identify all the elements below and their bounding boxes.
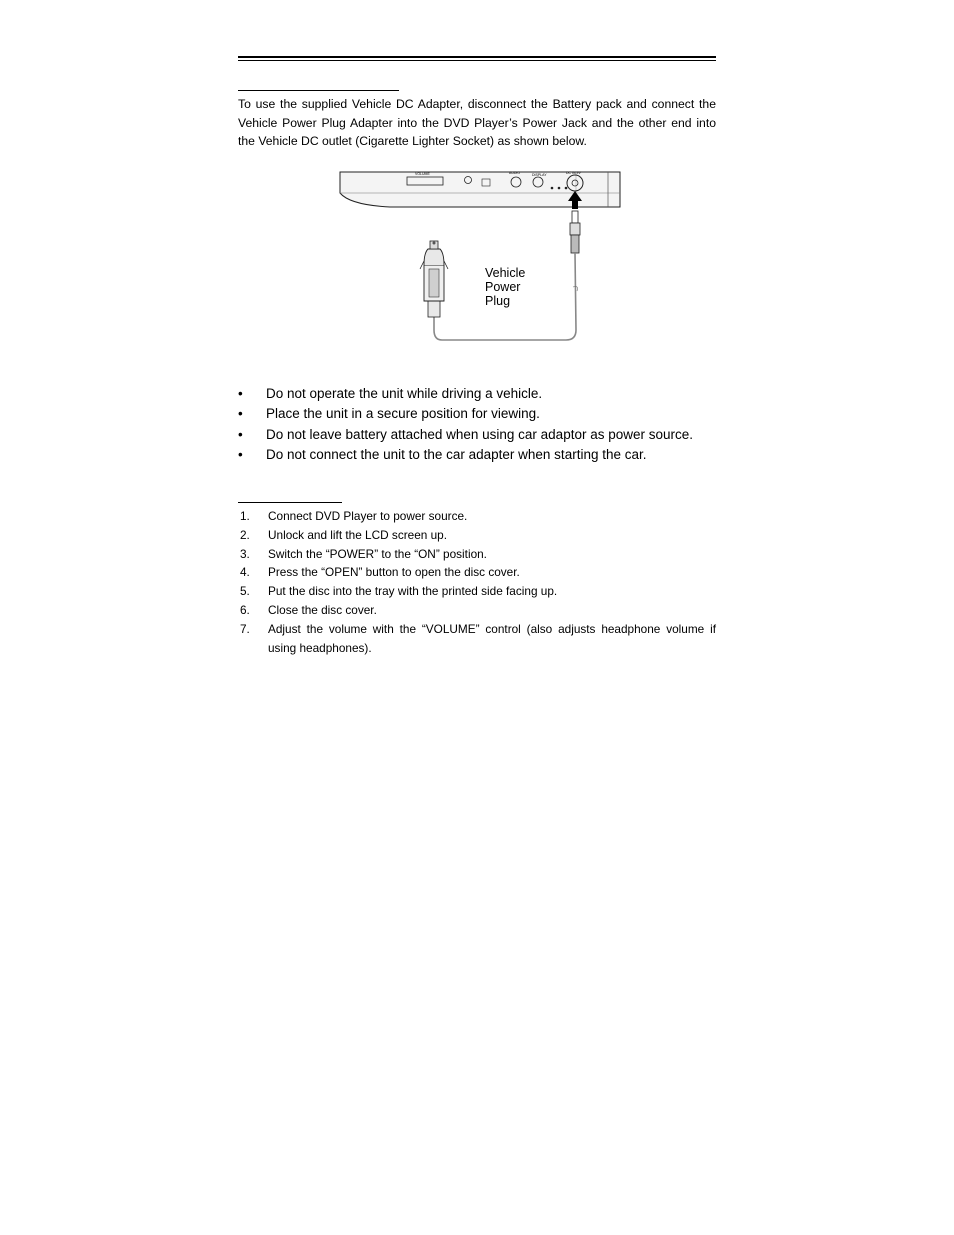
label-line: Power bbox=[485, 280, 521, 294]
step-text: Press the “OPEN” button to open the disc cover. bbox=[268, 565, 520, 580]
header-rule-thick bbox=[238, 56, 716, 58]
step-text: Adjust the volume with the “VOLUME” control (also adjusts headphone volume if using headphones). bbox=[268, 621, 716, 655]
step-number: 7. bbox=[240, 621, 250, 636]
step-text: Switch the “POWER” to the “ON” position. bbox=[268, 546, 487, 561]
list-item bbox=[238, 526, 716, 545]
label-line: Plug bbox=[485, 294, 511, 308]
list-item bbox=[238, 404, 738, 424]
list-item bbox=[238, 620, 716, 658]
panel-label-volume: VOLUME bbox=[415, 172, 430, 176]
label-line: Vehicle bbox=[485, 266, 526, 280]
step-number: 1. bbox=[240, 509, 250, 523]
vehicle-adapter-diagram bbox=[330, 165, 630, 345]
panel-label-display: DISPLAY bbox=[532, 173, 547, 177]
step-number: 2. bbox=[240, 527, 250, 542]
step-number: 3. bbox=[240, 546, 250, 561]
list-item bbox=[238, 445, 738, 465]
step-text: Connect DVD Player to power source. bbox=[268, 509, 468, 523]
bullet: • bbox=[238, 446, 243, 462]
section-heading-underline bbox=[238, 502, 342, 503]
list-item bbox=[238, 384, 738, 404]
header-rule-thin bbox=[238, 60, 716, 61]
warning-text: Do not operate the unit while driving a vehicle. bbox=[266, 386, 543, 401]
list-item bbox=[238, 582, 716, 601]
list-item bbox=[238, 563, 716, 582]
panel-label-dc-in: DC IN 9V bbox=[566, 171, 581, 175]
warning-text: Do not leave battery attached when using car adaptor as power source. bbox=[266, 426, 694, 442]
intro-paragraph: To use the supplied Vehicle DC Adapter, disconnect the Battery pack and connect the Vehicle Power Plug Adapter into the DVD Player’s Power Jack and the other end into the Vehicle DC outlet (Cigarette Lighter Socket) as shown below. bbox=[238, 97, 716, 149]
warning-text: Do not connect the unit to the car adapter when starting the car. bbox=[266, 446, 647, 462]
list-item bbox=[238, 425, 738, 445]
step-text: Unlock and lift the LCD screen up. bbox=[268, 527, 448, 542]
warnings-list bbox=[238, 384, 738, 465]
step-number: 5. bbox=[240, 584, 250, 599]
section-heading-underline bbox=[238, 90, 399, 91]
panel-label-audio: AUDIO bbox=[509, 171, 521, 175]
steps-list bbox=[238, 507, 716, 657]
list-item bbox=[238, 545, 716, 564]
step-text: Put the disc into the tray with the printed side facing up. bbox=[268, 584, 558, 599]
bullet: • bbox=[238, 406, 243, 422]
step-number: 6. bbox=[240, 602, 250, 617]
vehicle-power-plug-label bbox=[485, 266, 525, 308]
list-item bbox=[238, 601, 716, 620]
warning-text: Place the unit in a secure position for viewing. bbox=[266, 406, 540, 422]
bullet: • bbox=[238, 386, 243, 401]
step-text: Close the disc cover. bbox=[268, 602, 377, 617]
list-item bbox=[238, 507, 716, 526]
step-number: 4. bbox=[240, 565, 250, 580]
bullet: • bbox=[238, 426, 243, 442]
